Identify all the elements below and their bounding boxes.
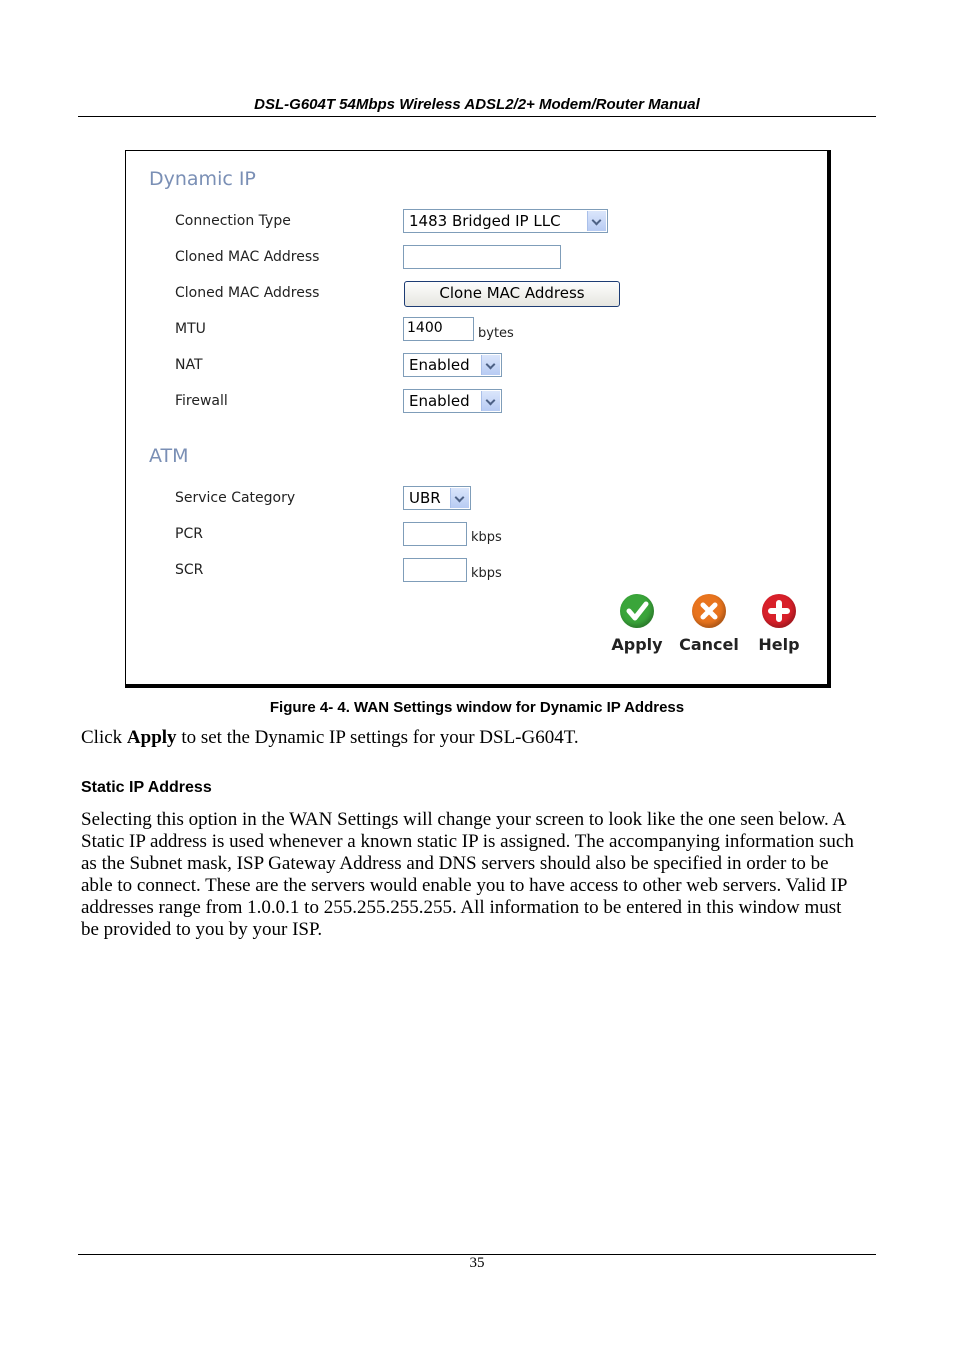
click-bold: Apply: [126, 727, 177, 748]
cancel-button[interactable]: [679, 594, 739, 654]
chevron-down-icon[interactable]: [450, 488, 469, 508]
help-label: Help: [758, 635, 800, 654]
firewall-select[interactable]: [403, 389, 502, 413]
manual-header-title: DSL-G604T 54Mbps Wireless ADSL2/2+ Modem/Router Manual: [254, 96, 700, 113]
cancel-label: Cancel: [679, 635, 739, 654]
connection-type-value: 1483 Bridged IP LLC: [409, 212, 561, 230]
checkmark-icon: [620, 594, 654, 628]
service-category-value: UBR: [409, 489, 441, 507]
wan-settings-figure: [125, 150, 831, 688]
firewall-label: Firewall: [175, 393, 228, 409]
cancel-x-icon: [692, 594, 726, 628]
scr-label: SCR: [175, 562, 204, 578]
paragraph-line: as the Subnet mask, ISP Gateway Address and DNS servers should also be specified in order to be: [81, 853, 829, 874]
clone-mac-row-label: Cloned MAC Address: [175, 285, 320, 301]
chevron-down-icon[interactable]: [587, 211, 606, 231]
apply-label: Apply: [611, 635, 663, 654]
connection-type-select[interactable]: [403, 209, 608, 233]
apply-button[interactable]: [610, 594, 664, 654]
nat-value: Enabled: [409, 356, 470, 374]
paragraph-line: be provided to you by your ISP.: [81, 919, 323, 940]
connection-type-label: Connection Type: [175, 213, 291, 229]
nat-select[interactable]: [403, 353, 502, 377]
click-suffix: to set the Dynamic IP settings for your DSL-G604T.: [176, 727, 579, 748]
mtu-value: 1400: [407, 320, 443, 336]
header-rule: [78, 116, 876, 117]
clone-mac-button[interactable]: Clone MAC Address: [404, 281, 620, 307]
scr-input[interactable]: [403, 558, 467, 582]
cloned-mac-label: Cloned MAC Address: [175, 249, 320, 265]
figure-caption: Figure 4- 4. WAN Settings window for Dynamic IP Address: [269, 699, 685, 716]
nat-label: NAT: [175, 357, 203, 373]
pcr-input[interactable]: [403, 522, 467, 546]
chevron-down-icon[interactable]: [481, 355, 500, 375]
dynamic-ip-title: Dynamic IP: [149, 168, 256, 190]
scr-unit: kbps: [471, 566, 502, 581]
atm-title: ATM: [149, 445, 189, 467]
help-plus-icon: [762, 594, 796, 628]
mtu-unit: bytes: [478, 326, 514, 341]
page-number: 35: [469, 1255, 485, 1271]
paragraph-line: Static IP address is used whenever a known static IP is assigned. The accompanying information such: [81, 831, 854, 852]
click-apply-paragraph: [81, 727, 871, 749]
service-category-label: Service Category: [175, 490, 296, 506]
chevron-down-icon[interactable]: [481, 391, 500, 411]
mtu-label: MTU: [175, 321, 206, 337]
static-ip-paragraph: [81, 809, 871, 941]
mtu-input[interactable]: [403, 317, 474, 341]
firewall-value: Enabled: [409, 392, 470, 410]
static-ip-heading: Static IP Address: [81, 779, 212, 796]
pcr-unit: kbps: [471, 530, 502, 545]
service-category-select[interactable]: [403, 486, 471, 510]
pcr-label: PCR: [175, 526, 203, 542]
paragraph-line: able to connect. These are the servers would enable you to have access to other web servers. Valid IP: [81, 875, 848, 896]
paragraph-line: addresses range from 1.0.0.1 to 255.255.255.255. All information to be entered in this window must: [81, 897, 842, 918]
help-button[interactable]: [757, 594, 801, 654]
click-prefix: Click: [81, 727, 127, 748]
paragraph-line: Selecting this option in the WAN Settings will change your screen to look like the one seen below. A: [81, 809, 847, 830]
cloned-mac-input[interactable]: [403, 245, 561, 269]
